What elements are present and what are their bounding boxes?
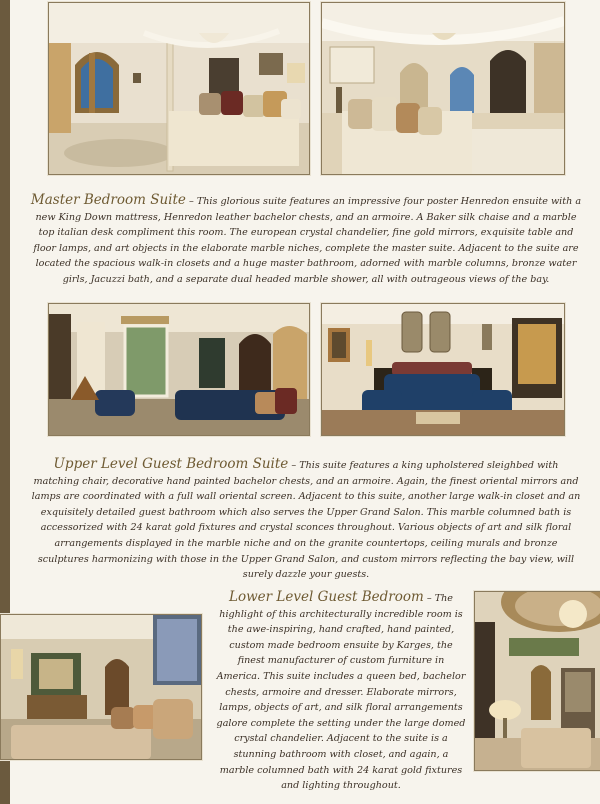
master-bedroom-text: This glorious suite features an impressive four poster Henredon ensuite with a new King Down mattress, Henredon leather bachelor chests, and an armoire. A Baker silk chaise and a marble top italian desk compliment this room. The european crystal chandelier, fine gold mirrors, exquisite table and floor lamps, and art objects in the elaborate marble niches, complete the master suite. Adjacent to the suite are located the spacious walk-in closets and a huge master bathroom, adorned with marble columns, bronze water girls, Jacuzzi bath, and a separate dual headed marble shower, all with outrageous views of the bay. bbox=[33, 196, 582, 285]
lower-guest-photo-2 bbox=[474, 591, 600, 771]
master-bedroom-photo-2 bbox=[321, 2, 565, 175]
lower-guest-heading: Lower Level Guest Bedroom bbox=[229, 589, 424, 605]
master-bedroom-paragraph: Master Bedroom Suite – This glorious suite features an impressive four poster Henredon ensuite with a new King Down mattress, Henredon leather bachelor chests, and an armoire. A Baker silk chaise and a marble top italian desk compliment this room. The european crystal chandelier, fine gold mirrors, exquisite table and floor lamps, and art objects in the elaborate marble niches, complete the master suite. Adjacent to the suite are located the spacious walk-in closets and a huge master bathroom, adorned with marble columns, bronze water girls, Jacuzzi bath, and a separate dual headed marble shower, all with outrageous views of the bay. bbox=[30, 192, 582, 285]
master-bedroom-photo-1 bbox=[48, 2, 310, 175]
upper-guest-photo-2 bbox=[321, 303, 565, 436]
lower-guest-paragraph: Lower Level Guest Bedroom – The highlight of this architecturally incredible room is the awe-inspiring, hand crafted, hand painted, custom made bedroom ensuite by Karges, the finest manufacturer of custom furniture in America. This suite includes a queen bed, bachelor chests, armoire and dresser. Elaborate mirrors, lamps, objects of art, and silk floral arrangements galore complete the setting under the large domed crystal chandelier. Adjacent to the suite is a stunning bathroom with closet, and again, a marble columned bath with 24 karat gold fixtures and lighting throughout. bbox=[216, 589, 466, 792]
upper-guest-photo-1 bbox=[48, 303, 310, 436]
upper-guest-paragraph: Upper Level Guest Bedroom Suite – This suite features a king upholstered sleighbed with matching chair, decorative hand painted bachelor chests, and an armoire. Again, the finest oriental mirrors and lamps are coordinated with a full wall oriental screen. Adjacent to this suite, another large walk-in closet and an exquisitely detailed guest bathroom which also serves the Upper Grand Salon. This marble columned bath is accessorized with 24 karat gold fixtures and crystal sconces throughout. Various objects of art and silk floral arrangements displayed in the marble niche and on the granite countertops, ceiling murals and bronze sculptures harmonizing with those in the Upper Grand Salon, and custom mirrors reflecting the bay view, will surely dazzle your guests. bbox=[31, 456, 581, 581]
lower-guest-photo-1 bbox=[0, 614, 202, 760]
lower-guest-text: The highlight of this architecturally incredible room is the awe-inspiring, hand crafted, hand painted, custom made bedroom ensuite by Karges, the finest manufacturer of custom furniture in America. This suite includes a queen bed, bachelor chests, armoire and dresser. Elaborate mirrors, lamps, objects of art, and silk floral arrangements galore complete the setting under the large domed crystal chandelier. Adjacent to the suite is a stunning bathroom with closet, and again, a marble columned bath with 24 karat gold fixtures and lighting throughout. bbox=[216, 593, 466, 792]
master-bedroom-heading: Master Bedroom Suite bbox=[30, 192, 186, 208]
upper-guest-heading: Upper Level Guest Bedroom Suite bbox=[53, 456, 289, 472]
upper-guest-text: This suite features a king upholstered sleighbed with matching chair, decorative hand painted bachelor chests, and an armoire. Again, the finest oriental mirrors and lamps are coordinated with a full wall oriental screen. Adjacent to this suite, another large walk-in closet and an exquisitely detailed guest bathroom which also serves the Upper Grand Salon. This marble columned bath is accessorized with 24 karat gold fixtures and crystal sconces throughout. Various objects of art and silk floral arrangements displayed in the marble niche and on the granite countertops, ceiling murals and bronze sculptures harmonizing with those in the Upper Grand Salon, and custom mirrors reflecting the bay view, will surely dazzle your guests. bbox=[31, 460, 581, 581]
